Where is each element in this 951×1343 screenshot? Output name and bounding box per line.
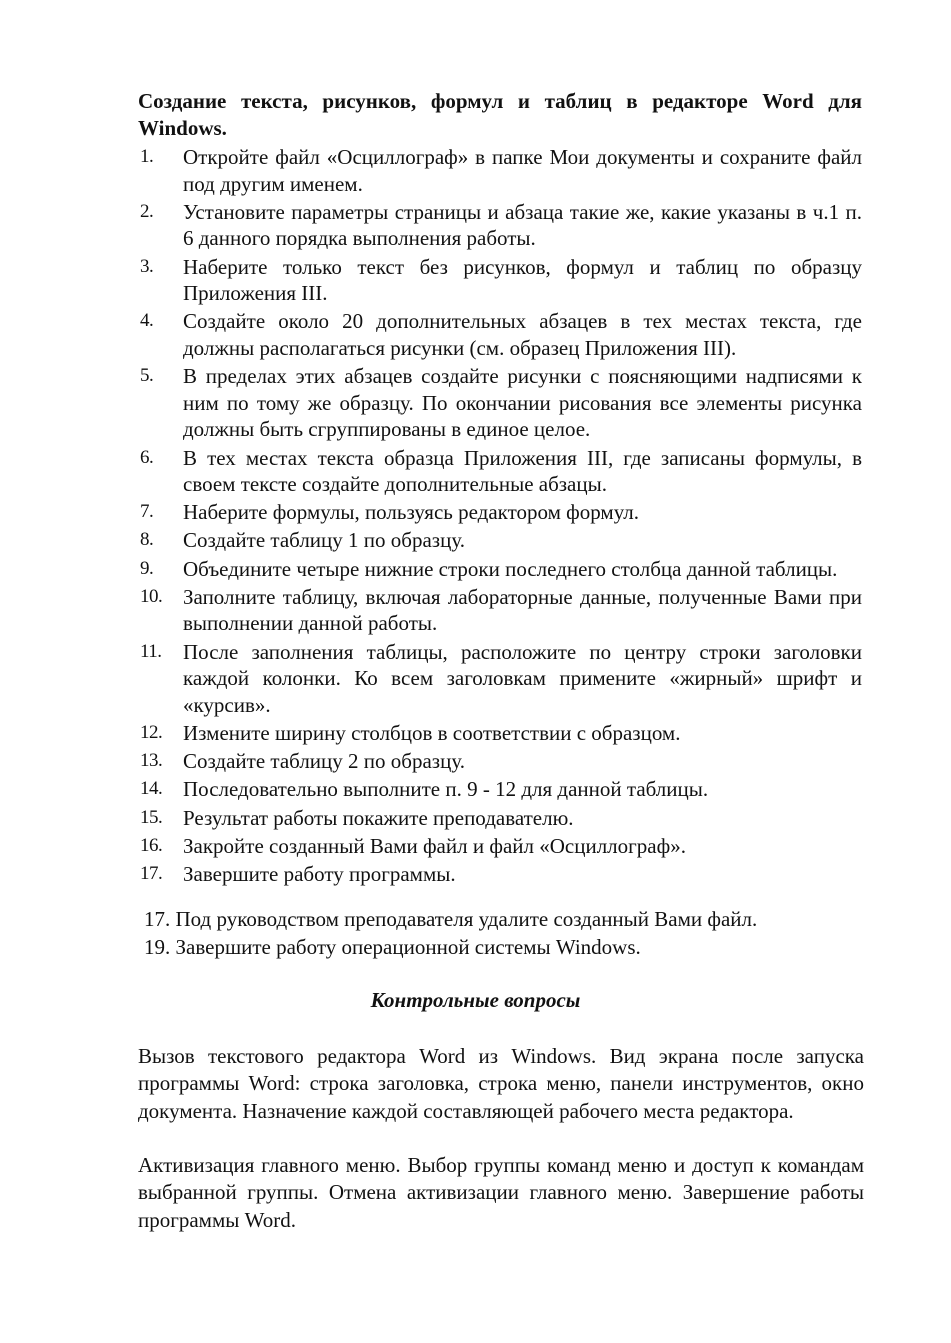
item-text: Установите параметры страницы и абзаца такие же, какие указаны в ч.1 п. 6 данного порядка выполнения работы. bbox=[183, 199, 862, 251]
item-number: 16. bbox=[140, 834, 163, 856]
item-text: Откройте файл «Осциллограф» в папке Мои документы и сохраните файл под другим именем. bbox=[183, 145, 862, 196]
item-number: 9. bbox=[140, 557, 154, 579]
tail-step: 17. Под руководством преподавателя удалите созданный Вами файл. bbox=[144, 907, 758, 931]
item-number: 10. bbox=[140, 585, 163, 607]
item-text: Результат работы покажите преподавателю. bbox=[183, 805, 574, 830]
item-text: Последовательно выполните п. 9 - 12 для данной таблицы. bbox=[183, 777, 709, 802]
list-item bbox=[138, 639, 862, 719]
item-number: 4. bbox=[140, 310, 154, 332]
item-text: Закройте созданный Вами файл и файл «Осциллограф». bbox=[183, 833, 686, 858]
item-text: Завершите работу программы. bbox=[183, 861, 456, 886]
item-number: 17. bbox=[140, 862, 163, 884]
list-item bbox=[138, 720, 862, 747]
tail-step: 19. Завершите работу операционной системы Windows. bbox=[144, 935, 641, 959]
list-item bbox=[138, 748, 862, 775]
item-text: В пределах этих абзацев создайте рисунки с поясняющими надписями к ним по тому же образцу. По окончании рисования все элементы рисунка должны быть сгруппированы в единое целое. bbox=[183, 364, 862, 442]
item-number: 15. bbox=[140, 806, 163, 828]
item-text: В тех местах текста образца Приложения III, где записаны формулы, в своем тексте создайте дополнительные абзацы. bbox=[183, 445, 862, 497]
item-text: Наберите только текст без рисунков, формул и таблиц по образцу Приложения III. bbox=[183, 254, 862, 306]
section-heading: Создание текста, рисунков, формул и таблиц в редакторе Word для Windows. bbox=[138, 89, 862, 140]
item-number: 8. bbox=[140, 529, 154, 551]
item-number: 2. bbox=[140, 200, 154, 222]
item-number: 13. bbox=[140, 750, 163, 772]
list-item bbox=[138, 499, 862, 526]
item-number: 6. bbox=[140, 446, 154, 468]
item-text: Создайте около 20 дополнительных абзацев в тех местах текста, где должны располагаться рисунки (см. образец Приложения III). bbox=[183, 309, 862, 360]
item-number: 14. bbox=[140, 778, 163, 800]
item-number: 3. bbox=[140, 255, 154, 277]
item-number: 5. bbox=[140, 365, 154, 387]
list-item bbox=[138, 833, 862, 860]
question-paragraph: Вызов текстового редактора Word из Windows. Вид экрана после запуска программы Word: строка заголовка, строка меню, панели инструментов, окно документа. Назначение каждой составляющей рабочего места редактора. bbox=[138, 1044, 864, 1123]
item-text: Наберите формулы, пользуясь редактором формул. bbox=[183, 500, 640, 525]
item-number: 11. bbox=[140, 640, 162, 662]
list-item bbox=[138, 445, 862, 498]
list-item bbox=[138, 861, 862, 888]
item-number: 1. bbox=[140, 146, 154, 167]
list-item bbox=[138, 584, 862, 637]
list-item bbox=[138, 556, 862, 583]
list-item bbox=[138, 144, 862, 197]
item-text: После заполнения таблицы, расположите по центру строки заголовки каждой колонки. Ко всем заголовкам примените «жирный» шрифт и «курсив». bbox=[183, 639, 862, 717]
list-item bbox=[138, 308, 862, 361]
item-text: Заполните таблицу, включая лабораторные данные, полученные Вами при выполнении данной работы. bbox=[183, 584, 862, 636]
item-text: Создайте таблицу 2 по образцу. bbox=[183, 749, 465, 774]
item-number: 12. bbox=[140, 722, 163, 743]
item-text: Объедините четыре нижние строки последнего столбца данной таблицы. bbox=[183, 556, 838, 581]
item-text: Измените ширину столбцов в соответствии с образцом. bbox=[183, 721, 681, 745]
question-paragraph: Активизация главного меню. Выбор группы команд меню и доступ к командам выбранной группы. Отмена активизации главного меню. Завершение работы программы Word. bbox=[138, 1153, 864, 1232]
steps-list bbox=[138, 144, 862, 889]
list-item bbox=[138, 363, 862, 443]
list-item bbox=[138, 776, 862, 803]
item-number: 7. bbox=[140, 501, 154, 523]
list-item bbox=[138, 527, 862, 554]
list-item bbox=[138, 199, 862, 252]
item-text: Создайте таблицу 1 по образцу. bbox=[183, 528, 465, 553]
section-title: Контрольные вопросы bbox=[370, 988, 581, 1012]
list-item bbox=[138, 254, 862, 307]
list-item bbox=[138, 805, 862, 832]
